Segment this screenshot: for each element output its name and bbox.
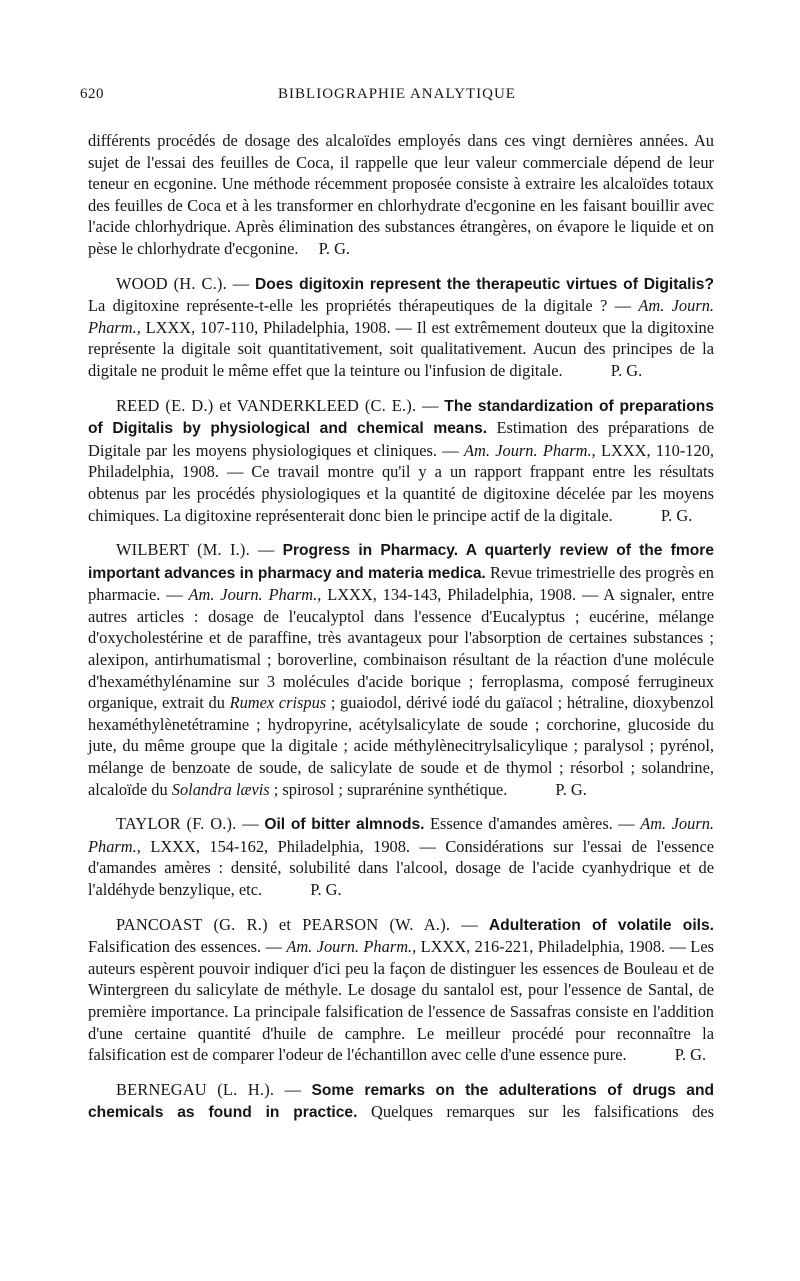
entry-title: Adulteration of volatile oils. (488, 916, 714, 934)
bibliography-body (88, 130, 714, 1137)
entry-title: Progress in Pharmacy. A quarterly review of the fmore important advances in pharmacy and materia medica. (88, 542, 714, 582)
entry-initials: P. G. (555, 779, 587, 799)
entry-reed (88, 395, 714, 527)
entry-journal: Am. Journ. Pharm., (463, 440, 596, 460)
entry-bernegau (88, 1079, 714, 1124)
species-name: Rumex crispus (229, 693, 327, 713)
entry-text: Essence d'amandes amères. — (430, 814, 635, 834)
entry-text: Quelques remarques sur les falsifications des (371, 1102, 714, 1122)
running-title: BIBLIOGRAPHIE ANALYTIQUE (278, 86, 516, 102)
entry-initials: P. G. (674, 1045, 707, 1065)
entry-journal: Am. Journ. Pharm., (286, 937, 417, 957)
page-number: 620 (80, 86, 104, 102)
entry-text: ; guaiodol, dérivé iodé du gaïacol ; hétraline, dioxybenzol hexaméthylènetétramine ; hydropyrine, acétylsalicylate de soude ; corchorine, glucoside du jute, du même groupe que la digitale ; acide méthylènecitrylsalicylique ; paralysol ; pyrénol, mélange de benzoate de soude, de salicylate de soude et de thymol ; résorbol ; solandrine, alcaloïde du (88, 693, 714, 799)
entry-title: Oil of bitter almnods. (264, 816, 425, 834)
entry-author: WILBERT (M. I.). — (116, 540, 275, 560)
entry-text: LXXX, 110-120, Philadelphia, 1908. — Ce travail montre qu'il y a un rapport frappant entre les résultats obtenus par les procédés physiologiques et la quantité de digitoxine décelée par les moyens chimiques. La digitoxine représenterait donc bien le principe actif de la digitale. (88, 440, 714, 525)
entry-text: ; spirosol ; suprarénine synthétique. (273, 779, 508, 799)
entry-initials: P. G. (610, 360, 643, 380)
entry-journal: Am. Journ. Pharm., (188, 585, 322, 605)
entry-pancoast (88, 914, 714, 1066)
entry-title: Does digitoxin represent the therapeutic virtues of Digitalis? (255, 275, 714, 293)
entry-wilbert (88, 539, 714, 800)
entry-taylor (88, 813, 714, 900)
entry-author: PANCOAST (G. R.) et PEARSON (W. A.). — (116, 914, 478, 934)
entry-continuation (88, 130, 714, 260)
page-header (80, 86, 714, 103)
entry-text: LXXX, 216-221, Philadelphia, 1908. — Les auteurs espèrent pouvoir indiquer d'ici peu la façon de distinguer les essences de Bouleau et de Wintergreen du salicylate de méthyle. Le dosage du santalol est, pour l'essence de Santal, de première importance. La principale falsification de l'essence de Sassafras consiste en l'addition d'une certaine quantité d'huile de camphre. Le meilleur procédé pour reconnaître la falsification est de comparer l'odeur de l'échantillon avec celle d'une essence pure. (88, 937, 714, 1065)
entry-text: La digitoxine représente-t-elle les propriétés thérapeutiques de la digitale ? — (88, 296, 632, 316)
entry-author: WOOD (H. C.). — (116, 273, 250, 293)
entry-initials: P. G. (310, 880, 342, 899)
entry-journal: Am. Journ. Pharm., (88, 814, 714, 856)
entry-author: TAYLOR (F. O.). — (116, 814, 259, 834)
entry-author: BERNEGAU (L. H.). — (116, 1079, 302, 1099)
species-name: Solandra lævis (171, 779, 270, 799)
entry-title: Some remarks on the adulterations of drugs and chemicals as found in practice. (88, 1081, 715, 1122)
entry-text: LXXX, 154-162, Philadelphia, 1908. — Considérations sur l'essai de l'essence d'amandes amères : densité, solubilité dans l'alcool, dosage de l'acide cyanhydrique et de l'aldéhyde benzylique, etc. (88, 836, 714, 899)
entry-wood (88, 273, 714, 382)
entry-text: différents procédés de dosage des alcaloïdes employés dans ces vingt dernières années. Au sujet de l'essai des feuilles de Coca, il rappelle que leur valeur commerciale dépend de leur teneur en ecgonine. Une méthode récemment proposée consiste à extraire les alcaloïdes totaux des feuilles de Coca et à les transformer en chlorhydrate d'ecgonine en les faisant bouillir avec l'acide chlorhydrique. Après élimination des substances étrangères, on évapore le liquide et on pèse le chlorhydrate d'ecgonine. (88, 131, 714, 258)
entry-journal: Am. Journ. Pharm., (88, 296, 714, 337)
entry-text: Revue trimestrielle des progrès en pharmacie. — (88, 562, 714, 605)
entry-title: The standardization of preparations of Digitalis by physiological and chemical means. (88, 397, 714, 438)
entry-initials: P. G. (660, 505, 693, 525)
entry-author: REED (E. D.) et VANDERKLEED (C. E.). — (116, 395, 439, 415)
entry-text: Estimation des préparations de Digitale par les moyens physiologiques et cliniques. — (88, 418, 714, 460)
entry-text: LXXX, 134-143, Philadelphia, 1908. — A signaler, entre autres articles : dosage de l'eucalyptol dans l'essence d'Eucalyptus ; eucérine, mélange d'oxycholestérine et de paraffine, très avantageux pour l'absorption de certaines substances ; alexipon, antirhumatismal ; boroverline, combinaison résultant de la réaction d'une molécule d'hexaméthylénamine sur 3 molécules d'acide borique ; ferroplasma, composé ferrugineux organique, extrait du (88, 585, 714, 713)
entry-initials: P. G. (318, 238, 351, 258)
entry-text: LXXX, 107-110, Philadelphia, 1908. — Il est extrêmement douteux que la digitoxine représente la digitale soit quantitativement, soit qualitativement. Aucun des principes de la digitale ne produit le même effet que la teinture ou l'infusion de digitale. (88, 317, 714, 380)
entry-text: Falsification des essences. — (88, 937, 282, 957)
